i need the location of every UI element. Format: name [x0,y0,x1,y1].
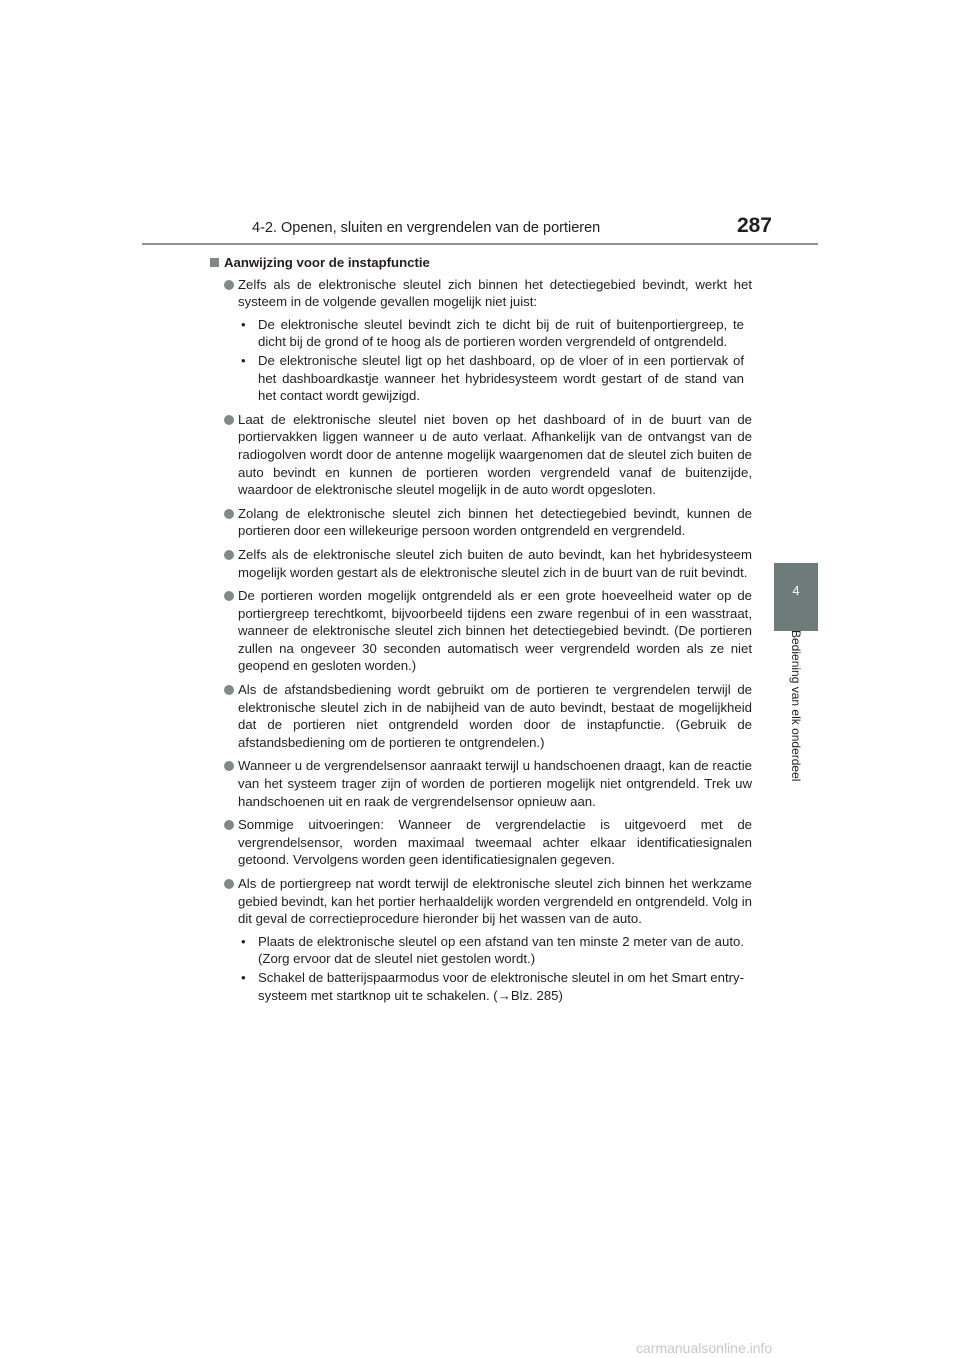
list-item [210,276,752,405]
section-heading [210,254,752,272]
list-item-text: De portieren worden mogelijk ontgrendeld als er een grote hoeveelheid water op de portiergreep terechtkomt, bijvoorbeeld tijdens een zware regenbui of in een wasstraat, wanneer de elektronische sleutel zich binnen het detectiegebied bevindt. (De portieren zullen na ongeveer 30 seconden automatisch weer vergrendeld worden als ze niet geopend en gesloten worden.) [238,588,752,674]
sub-list-item [238,352,752,405]
list-item-text: Laat de elektronische sleutel niet boven op het dashboard of in de buurt van de portiervakken liggen wanneer u de auto verlaat. Afhankelijk van de ontvangst van de radiogolven wordt door de antenne mogelijk waargenomen dat de sleutel zich buiten de auto bevindt en kunnen de portieren worden vergrendeld vanaf de buitenzijde, waardoor de elektronische sleutel mogelijk in de auto wordt opgesloten. [238,411,752,498]
page-content [210,254,752,1010]
round-bullet-icon [224,509,234,519]
chapter-tab [774,563,818,631]
section-heading-text: Aanwijzing voor de instapfunctie [224,255,430,270]
list-item [210,757,752,810]
list-item-text: Als de afstandsbediening wordt gebruikt om de portieren te vergrendelen terwijl de elektronische sleutel zich in de nabijheid van de auto bevindt, bestaat de mogelijkheid dat de portieren niet ontgrendeld worden door de instapfunctie. (Gebruik de afstandsbediening om de portieren te ontgrendelen.) [238,682,752,750]
list-item [210,587,752,675]
bullet-icon: • [241,933,246,949]
round-bullet-icon [224,550,234,560]
list-item-text: Sommige uitvoeringen: Wanneer de vergrendelactie is uitgevoerd met de vergrendelsensor, worden maximaal tweemaal achter elkaar identificatiesignalen getoond. Vervolgens worden geen identificatiesignalen gegeven. [238,817,752,868]
round-bullet-icon [224,685,234,695]
sub-list-item-text: Plaats de elektronische sleutel op een afstand van ten minste 2 meter van de auto. (Zorg ervoor dat de sleutel niet gestolen wordt.) [258,933,744,967]
item-list [210,276,752,1005]
list-item [210,816,752,869]
list-item [210,411,752,499]
sub-list-item-text: De elektronische sleutel ligt op het dashboard, op de vloer of in een portiervak of het dashboardkastje wanneer het hybridesysteem wordt gestart of de stand van het contact wordt gewijzigd. [258,352,744,404]
sub-list [238,316,752,405]
list-item-text: Zolang de elektronische sleutel zich binnen het detectiegebied bevindt, kunnen de portieren door een willekeurige persoon worden ontgrendeld en vergrendeld. [238,505,752,539]
sub-list-item-text: De elektronische sleutel bevindt zich te dicht bij de ruit of buitenportiergreep, te dicht bij de grond of te hoog als de portieren worden vergrendeld of ontgrendeld. [258,316,744,350]
chapter-tab-label: Bediening van elk onderdeel [789,630,803,782]
list-item [210,505,752,540]
page-number: 287 [736,214,772,237]
list-item [210,875,752,1004]
bullet-icon: • [241,969,246,985]
round-bullet-icon [224,879,234,889]
round-bullet-icon [224,820,234,830]
round-bullet-icon [224,415,234,425]
list-item-text: Wanneer u de vergrendelsensor aanraakt terwijl u handschoenen draagt, kan de reactie van het systeem trager zijn of worden de portieren mogelijk niet ontgrendeld. Trek uw handschoenen uit en raak de vergrendelsensor opnieuw aan. [238,758,752,809]
chapter-title: 4-2. Openen, sluiten en vergrendelen van de portieren [252,220,601,236]
square-bullet-icon [210,258,219,267]
list-item [210,546,752,581]
list-item-text: Zelfs als de elektronische sleutel zich buiten de auto bevindt, kan het hybridesysteem mogelijk worden gestart als de elektronische sleutel zich in de buurt van de ruit bevindt. [238,546,752,580]
round-bullet-icon [224,761,234,771]
chapter-tab-number: 4 [792,583,800,598]
list-item-text: Zelfs als de elektronische sleutel zich binnen het detectiegebied bevindt, werkt het systeem in de volgende gevallen mogelijk niet juist: [238,276,752,310]
sub-list-item [238,316,752,351]
list-item [210,681,752,751]
list-item-text: Als de portiergreep nat wordt terwijl de elektronische sleutel zich binnen het werkzame gebied bevindt, kan het portier herhaaldelijk worden vergrendeld en ontgrendeld. Volg in dit geval de correctieprocedure hieronder bij het wassen van de auto. [238,876,752,927]
header-divider [142,243,818,245]
sub-list-item [238,933,752,968]
bullet-icon: • [241,316,246,332]
sub-list-item [238,969,752,1004]
page-header [142,216,818,246]
watermark: carmanualsonline.info [636,1340,773,1356]
bullet-icon: • [241,352,246,368]
round-bullet-icon [224,591,234,601]
round-bullet-icon [224,280,234,290]
sub-list-item-text: Schakel de batterijspaarmodus voor de elektronische sleutel in om het Smart entry-systeem met startknop uit te schakelen. (→Blz. 285) [258,969,744,1003]
sub-list [238,933,752,1004]
